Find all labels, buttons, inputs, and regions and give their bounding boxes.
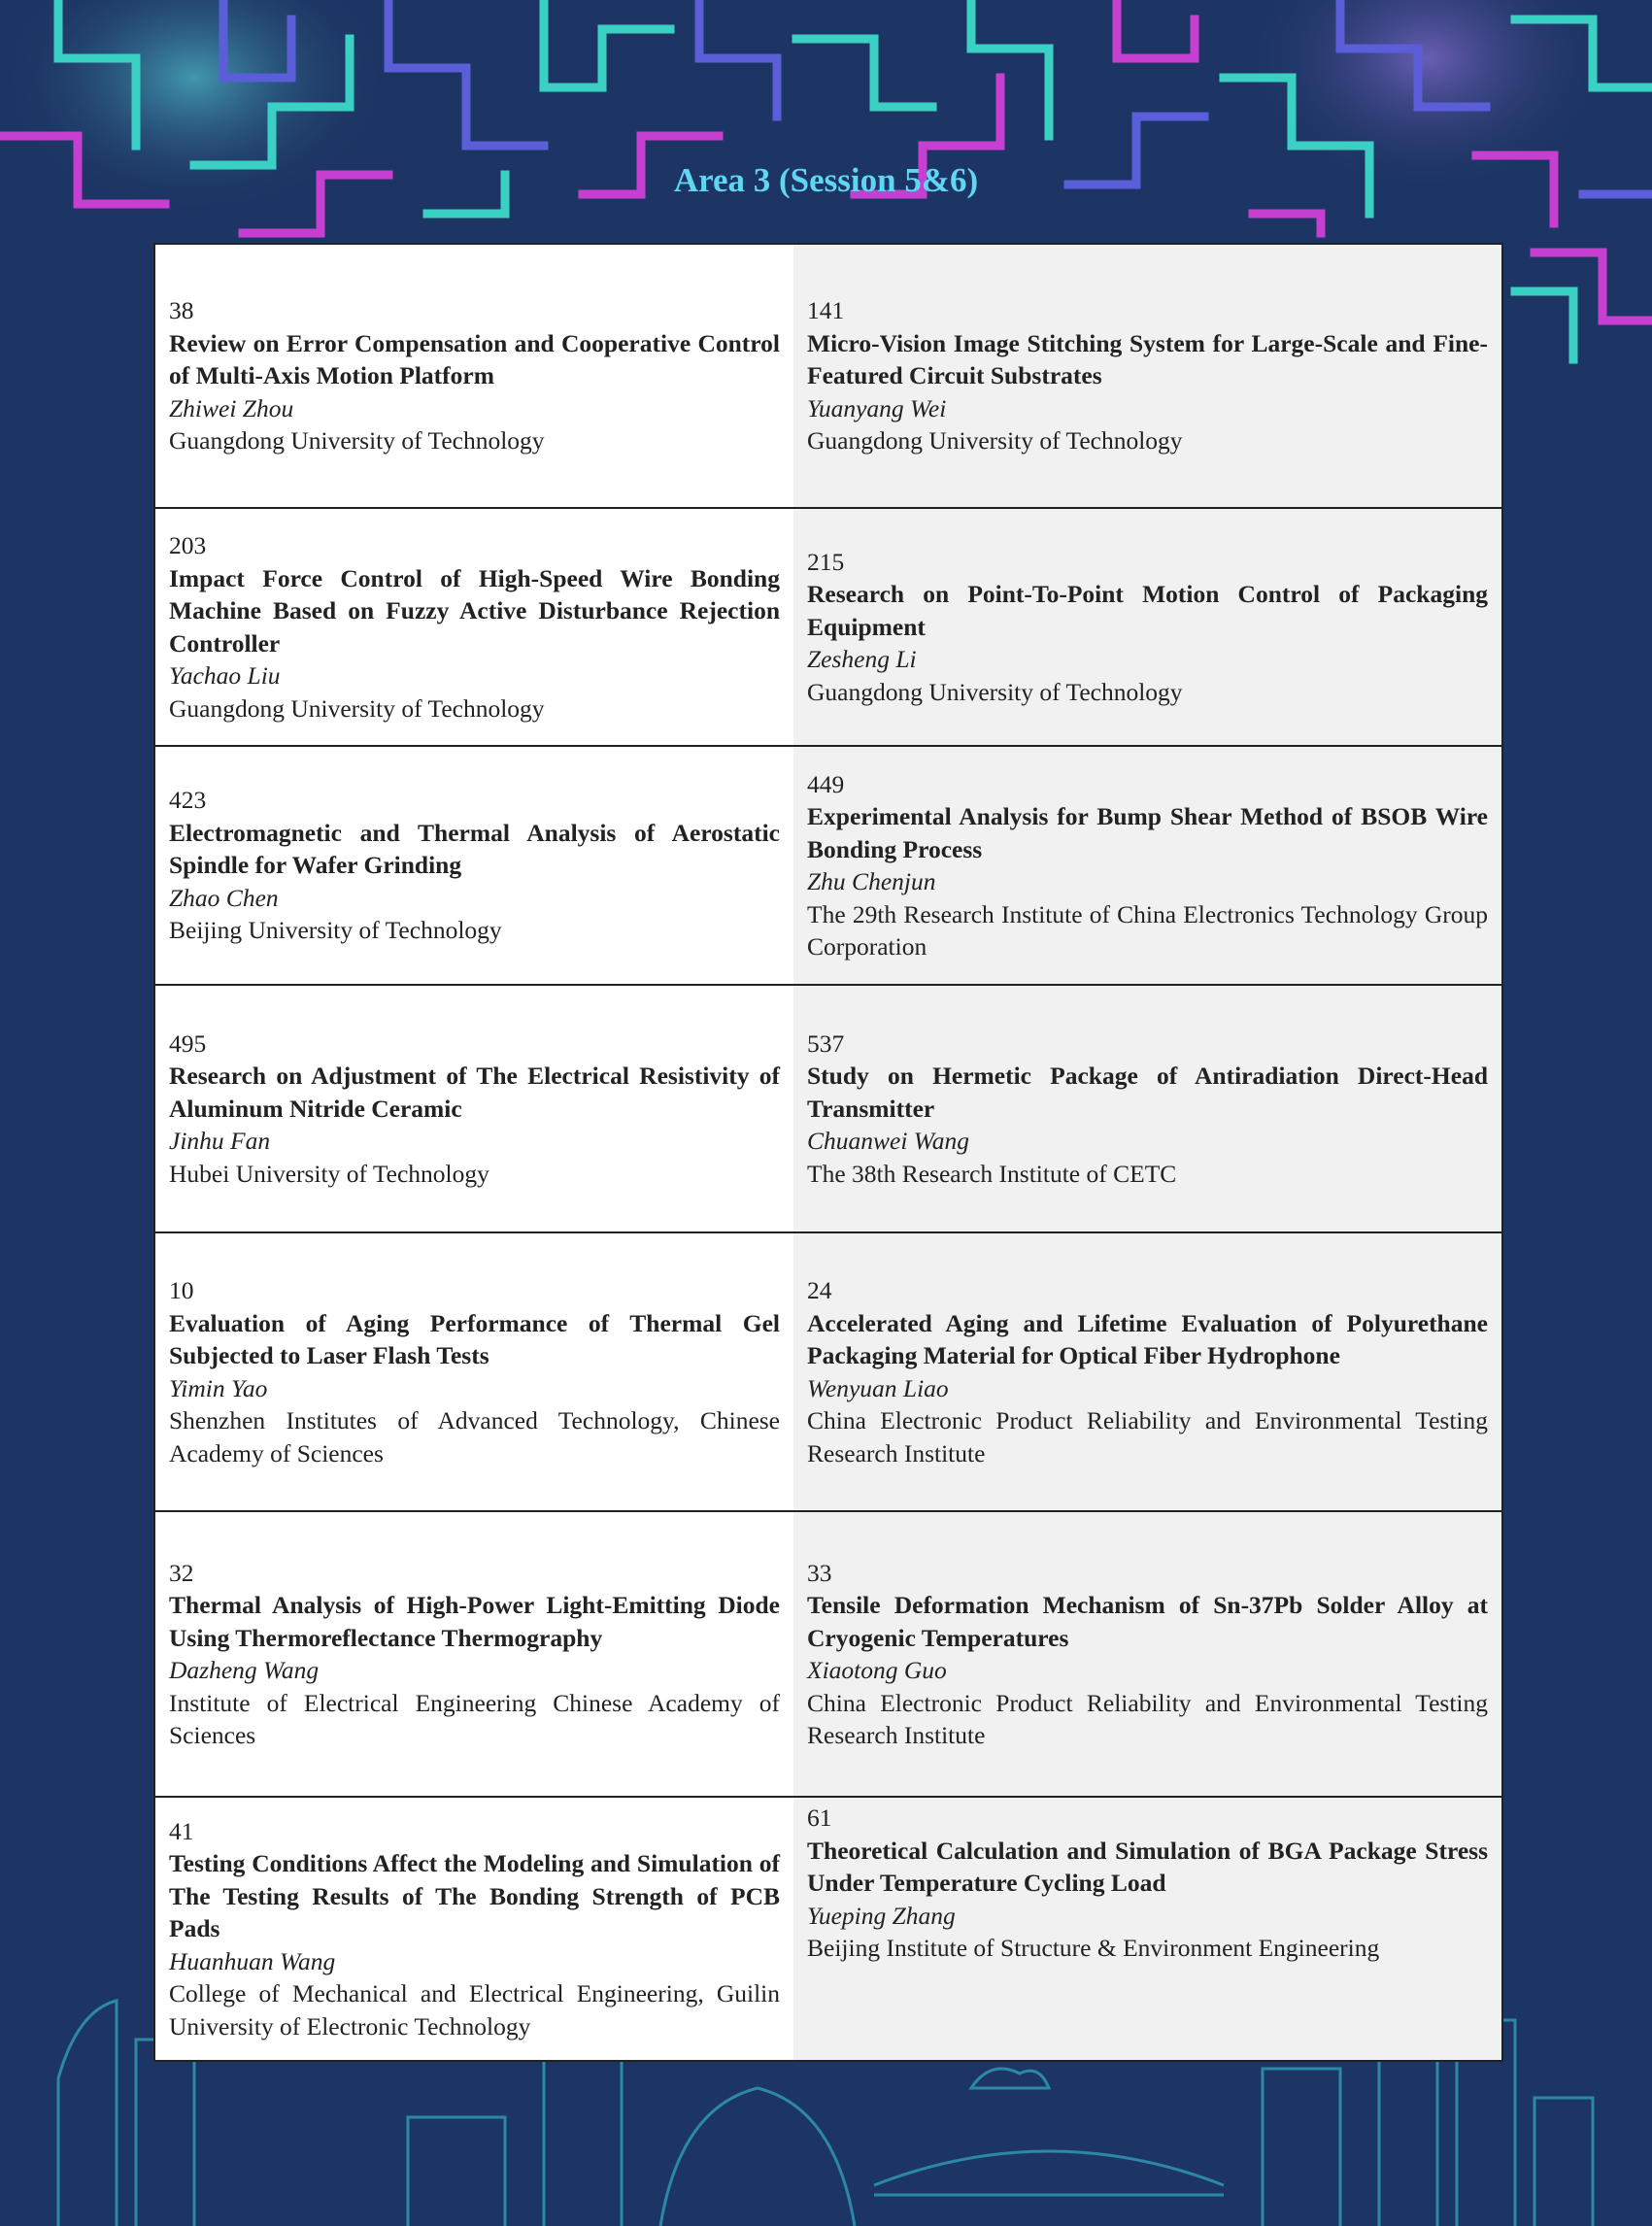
paper-author: Dazheng Wang [169,1656,320,1684]
paper-author: Jinhu Fan [169,1127,271,1156]
paper-title: Research on Adjustment of The Electrical Resistivity of Aluminum Nitride Ceramic [169,1062,780,1123]
paper-card [155,1512,793,1798]
paper-title: Research on Point-To-Point Motion Control of Packaging Equipment [807,580,1488,641]
paper-card [155,1798,793,2060]
paper-card [793,509,1501,747]
paper-card [793,747,1501,986]
paper-id: 10 [169,1276,194,1304]
paper-title: Study on Hermetic Package of Antiradiation Direct-Head Transmitter [807,1062,1488,1123]
paper-author: Huanhuan Wang [169,1946,336,1975]
page-title: Area 3 (Session 5&6) [673,161,979,199]
paper-title: Experimental Analysis for Bump Shear Method of BSOB Wire Bonding Process [807,802,1488,863]
paper-id: 449 [807,769,845,798]
paper-id: 203 [169,531,207,559]
paper-title: Tensile Deformation Mechanism of Sn-37Pb Solder Alloy at Cryogenic Temperatures [807,1591,1488,1652]
paper-author: Chuanwei Wang [807,1127,969,1156]
paper-card [155,509,793,747]
paper-author: Yueping Zhang [807,1901,956,1930]
paper-affiliation: Institute of Electrical Engineering Chinese Academy of Sciences [169,1688,780,1749]
paper-author: Zhiwei Zhou [169,393,294,422]
paper-id: 32 [169,1558,194,1587]
paper-card [793,1233,1501,1512]
paper-author: Zhu Chenjun [807,867,936,895]
paper-card [793,245,1501,509]
paper-affiliation: China Electronic Product Reliability and Environmental Testing Research Institute [807,1406,1488,1467]
paper-title: Evaluation of Aging Performance of Thermal Gel Subjected to Laser Flash Tests [169,1308,780,1369]
paper-id: 24 [807,1276,832,1304]
paper-card [155,245,793,509]
paper-affiliation: The 38th Research Institute of CETC [807,1159,1177,1188]
paper-author: Xiaotong Guo [807,1656,947,1684]
paper-id: 38 [169,296,194,325]
paper-id: 215 [807,547,845,576]
paper-affiliation: Guangdong University of Technology [807,426,1183,455]
paper-card [793,1512,1501,1798]
paper-title: Micro-Vision Image Stitching System for Large-Scale and Fine-Featured Circuit Substrates [807,328,1488,390]
paper-title: Testing Conditions Affect the Modeling and Simulation of The Testing Results of The Bonding Strength of PCB Pads [169,1849,780,1943]
paper-author: Yimin Yao [169,1373,268,1402]
paper-author: Yuanyang Wei [807,393,947,422]
paper-id: 537 [807,1029,845,1058]
paper-title: Accelerated Aging and Lifetime Evaluation of Polyurethane Packaging Material for Optical Fiber Hydrophone [807,1308,1488,1369]
paper-affiliation: Beijing University of Technology [169,916,502,945]
paper-id: 41 [169,1816,194,1845]
paper-id: 495 [169,1029,207,1058]
paper-id: 423 [169,786,207,815]
paper-affiliation: Beijing Institute of Structure & Environment Engineering [807,1934,1380,1962]
paper-card [793,1798,1501,2060]
paper-affiliation: College of Mechanical and Electrical Engineering, Guilin University of Electronic Technology [169,1979,780,2040]
paper-title: Theoretical Calculation and Simulation of BGA Package Stress Under Temperature Cycling Load [807,1836,1488,1897]
paper-affiliation: Guangdong University of Technology [169,426,545,455]
paper-card [155,1233,793,1512]
paper-affiliation: The 29th Research Institute of China Electronics Technology Group Corporation [807,899,1488,961]
paper-affiliation: Guangdong University of Technology [807,677,1183,706]
paper-id: 33 [807,1558,832,1587]
paper-affiliation: Guangdong University of Technology [169,693,545,723]
paper-id: 61 [807,1804,832,1832]
paper-card [793,986,1501,1233]
paper-card [155,986,793,1233]
paper-affiliation: China Electronic Product Reliability and Environmental Testing Research Institute [807,1688,1488,1749]
paper-title: Review on Error Compensation and Cooperative Control of Multi-Axis Motion Platform [169,328,780,390]
paper-title: Impact Force Control of High-Speed Wire Bonding Machine Based on Fuzzy Active Disturbance Rejection Controller [169,563,780,658]
paper-author: Zesheng Li [807,645,917,674]
paper-author: Yachao Liu [169,661,281,690]
paper-grid [153,243,1503,2062]
paper-id: 141 [807,296,845,325]
paper-affiliation: Shenzhen Institutes of Advanced Technology, Chinese Academy of Sciences [169,1406,780,1467]
paper-title: Thermal Analysis of High-Power Light-Emitting Diode Using Thermoreflectance Thermography [169,1591,780,1652]
paper-affiliation: Hubei University of Technology [169,1159,489,1188]
paper-author: Zhao Chen [169,883,279,912]
paper-card [155,747,793,986]
paper-author: Wenyuan Liao [807,1373,949,1402]
paper-title: Electromagnetic and Thermal Analysis of Aerostatic Spindle for Wafer Grinding [169,818,780,880]
